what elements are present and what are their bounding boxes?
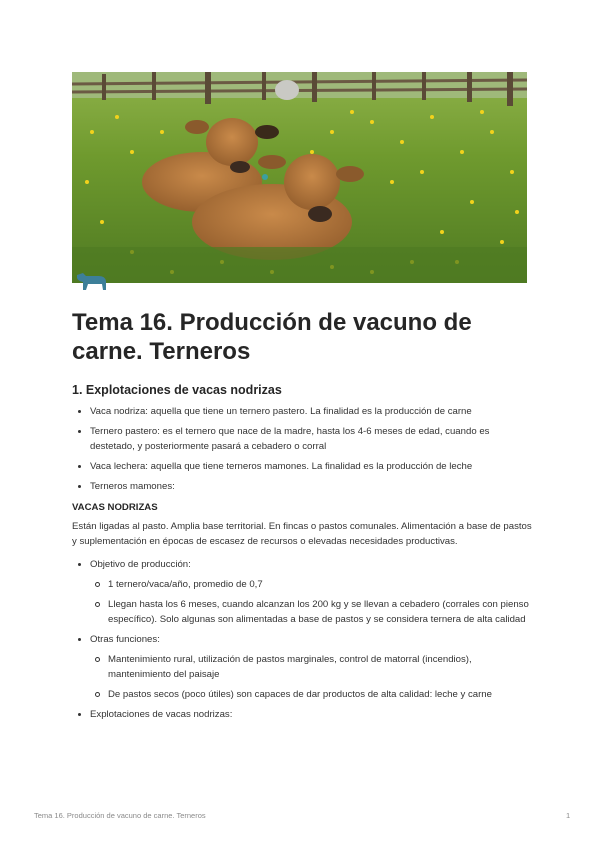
subsection-heading: VACAS NODRIZAS — [72, 502, 158, 513]
nodrizas-list — [72, 557, 532, 722]
cover-image — [72, 72, 527, 283]
list-item — [72, 557, 532, 627]
footer-title: Tema 16. Producción de vacuno de carne. Terneros — [34, 811, 206, 820]
list-item: Ternero pastero: es el ternero que nace de la madre, hasta los 4-6 meses de edad, cuando es destetado, y posteriormente pasará a cebadero o corral — [72, 424, 532, 454]
list-item: Terneros mamones: — [72, 479, 532, 494]
sub-list-item: Llegan hasta los 6 meses, cuando alcanzan los 200 kg y se llevan a cebadero (corrales con pienso específico). Solo algunas son alimentadas a base de pastos y se considera ternera de alta calidad — [90, 597, 532, 627]
page-title: Tema 16. Producción de vacuno de carne. Terneros — [72, 309, 472, 365]
section-heading: 1. Explotaciones de vacas nodrizas — [72, 383, 282, 397]
document-body — [72, 404, 532, 727]
list-item: Vaca lechera: aquella que tiene terneros mamones. La finalidad es la producción de leche — [72, 459, 532, 474]
list-item-label: Objetivo de producción: — [90, 559, 191, 570]
sub-list-item: De pastos secos (poco útiles) son capaces de dar productos de alta calidad: leche y carne — [90, 687, 532, 702]
sub-list — [90, 577, 532, 627]
definitions-list — [72, 404, 532, 494]
sub-list-item: Mantenimiento rural, utilización de pastos marginales, control de matorral (incendios), mantenimiento del paisaje — [90, 652, 532, 682]
cow-icon — [74, 266, 108, 294]
paragraph: Están ligadas al pasto. Amplia base territorial. En fincas o pastos comunales. Alimentación a base de pastos y suplementación en épocas de escasez de recursos o elevadas necesidades productivas. — [72, 521, 532, 547]
list-item — [72, 632, 532, 702]
list-item-label: Otras funciones: — [90, 634, 160, 645]
list-item: Explotaciones de vacas nodrizas: — [72, 707, 532, 722]
sub-list-item: 1 ternero/vaca/año, promedio de 0,7 — [90, 577, 532, 592]
page-number: 1 — [566, 811, 571, 820]
list-item: Vaca nodriza: aquella que tiene un ternero pastero. La finalidad es la producción de carne — [72, 404, 532, 419]
sub-list — [90, 652, 532, 702]
calves-in-meadow-photo — [72, 72, 527, 283]
